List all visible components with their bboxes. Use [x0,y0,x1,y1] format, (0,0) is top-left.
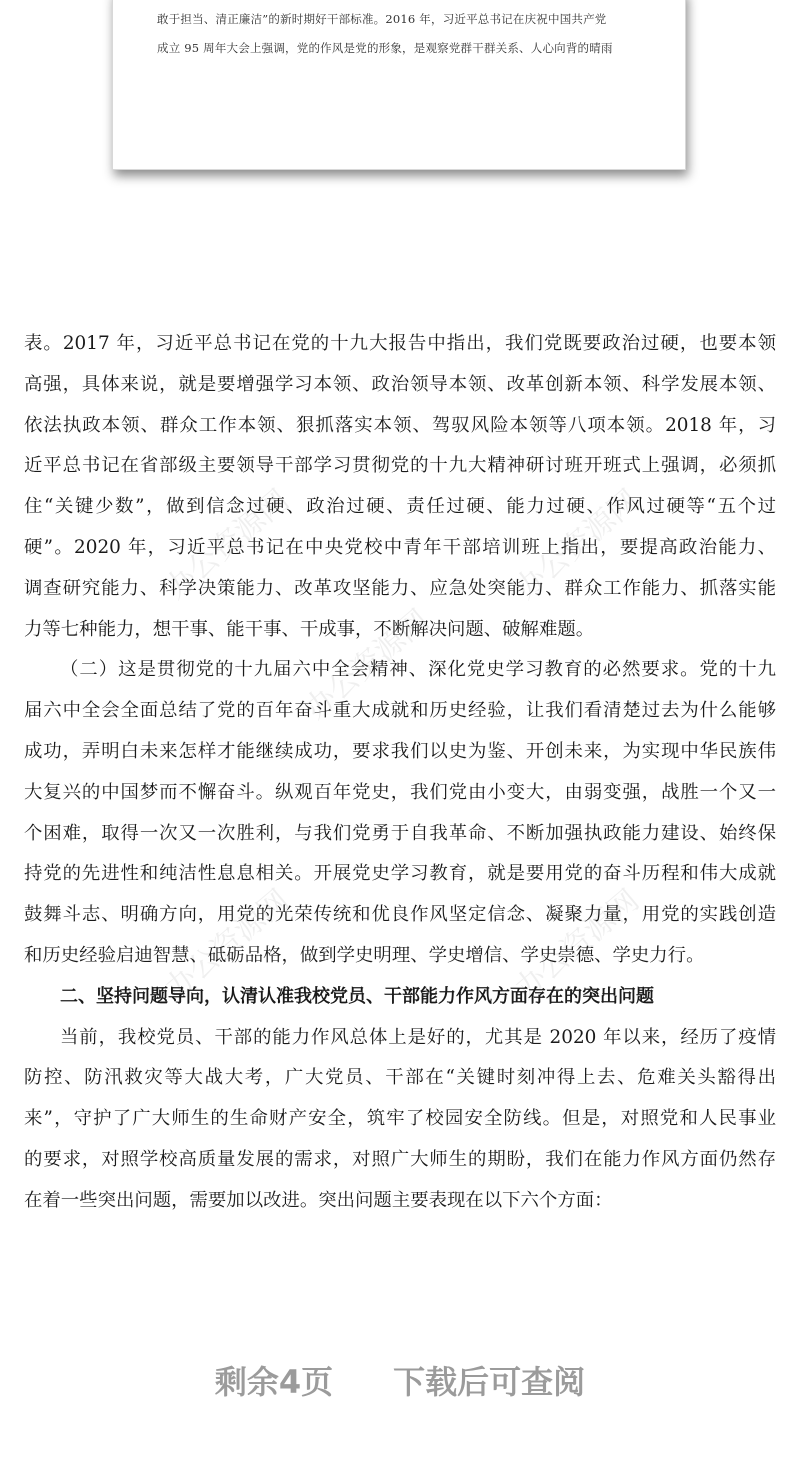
paragraph-line: 当前，我校党员、干部的能力作风总体上是好的，尤其是 2020 年以来，经历了疫情 [60,1026,776,1048]
paragraph-line: 鼓舞斗志、明确方向，用党的光荣传统和优良作风坚定信念、凝聚力量，用党的实践创造 [24,904,776,926]
watermark: 办公资源网 [158,483,296,607]
paragraph-line: 和历史经验启迪智慧、砥砺品格，做到学史明理、学史增信、学史崇德、学史力行。 [24,944,705,966]
remaining-pages-label[interactable]: 剩余4页 [214,1363,334,1401]
preview-text-line: 敢于担当、清正廉洁”的新时期好干部标准。2016 年，习近平总书记在庆祝中国共产党 [157,12,607,26]
paragraph-line: 届六中全会全面总结了党的百年奋斗重大成就和历史经验，让我们看清楚过去为什么能够 [24,700,776,722]
paragraph-line: 近平总书记在省部级主要领导干部学习贯彻党的十九大精神研讨班开班式上强调，必须抓 [24,455,776,477]
download-prompt[interactable] [0,1357,800,1403]
paragraph-line: 来”，守护了广大师生的生命财产安全，筑牢了校园安全防线。但是，对照党和人民事业 [24,1108,776,1130]
paragraph-line: 大复兴的中国梦而不懈奋斗。纵观百年党史，我们党由小变大，由弱变强，战胜一个又一 [24,781,776,803]
paragraph-line: 持党的先进性和纯洁性息息相关。开展党史学习教育，就是要用党的奋斗历程和伟大成就 [24,863,776,885]
section-heading: 二、坚持问题导向，认清认准我校党员、干部能力作风方面存在的突出问题 [60,985,654,1007]
paragraph-line: 硬”。2020 年，习近平总书记在中央党校中青年干部培训班上指出，要提高政治能力、 [24,536,776,558]
download-hint-label[interactable]: 下载后可查阅 [393,1363,586,1401]
preview-page-card [112,0,686,170]
watermark: 办公资源网 [158,883,296,1007]
paragraph-line: 个困难，取得一次又一次胜利，与我们党勇于自我革命、不断加强执政能力建设、始终保 [24,822,776,844]
paragraph-line: 住“关键少数”，做到信念过硬、政治过硬、责任过硬、能力过硬、作风过硬等“五个过 [24,496,776,518]
paragraph-line: 防控、防汛救灾等大战大考，广大党员、干部在“关键时刻冲得上去、危难关头豁得出 [24,1067,776,1089]
paragraph-line: （二）这是贯彻党的十九届六中全会精神、深化党史学习教育的必然要求。党的十九 [60,659,776,681]
paragraph-line: 的要求，对照学校高质量发展的需求，对照广大师生的期盼，我们在能力作风方面仍然存 [24,1148,776,1170]
paragraph-line: 力等七种能力，想干事、能干事、干成事，不断解决问题、破解难题。 [24,618,595,640]
watermark: 办公资源网 [298,603,436,727]
paragraph-line: 调查研究能力、科学决策能力、改革攻坚能力、应急处突能力、群众工作能力、抓落实能 [24,577,776,599]
document-body [24,324,776,1222]
paragraph-line: 高强，具体来说，就是要增强学习本领、政治领导本领、改革创新本领、科学发展本领、 [24,373,776,395]
paragraph-line: 在着一些突出问题，需要加以改进。突出问题主要表现在以下六个方面： [24,1189,613,1211]
watermark: 办公资源网 [508,883,646,1007]
preview-text-line: 成立 95 周年大会上强调，党的作风是党的形象，是观察党群干群关系、人心向背的晴雨 [157,41,613,55]
watermark: 办公资源网 [508,483,646,607]
paragraph-line: 依法执政本领、群众工作本领、狠抓落实本领、驾驭风险本领等八项本领。2018 年，习 [24,414,776,436]
paragraph-line: 表。2017 年，习近平总书记在党的十九大报告中指出，我们党既要政治过硬，也要本领 [24,333,776,354]
paragraph-line: 成功，弄明白未来怎样才能继续成功，要求我们以史为鉴、开创未来，为实现中华民族伟 [24,740,776,762]
